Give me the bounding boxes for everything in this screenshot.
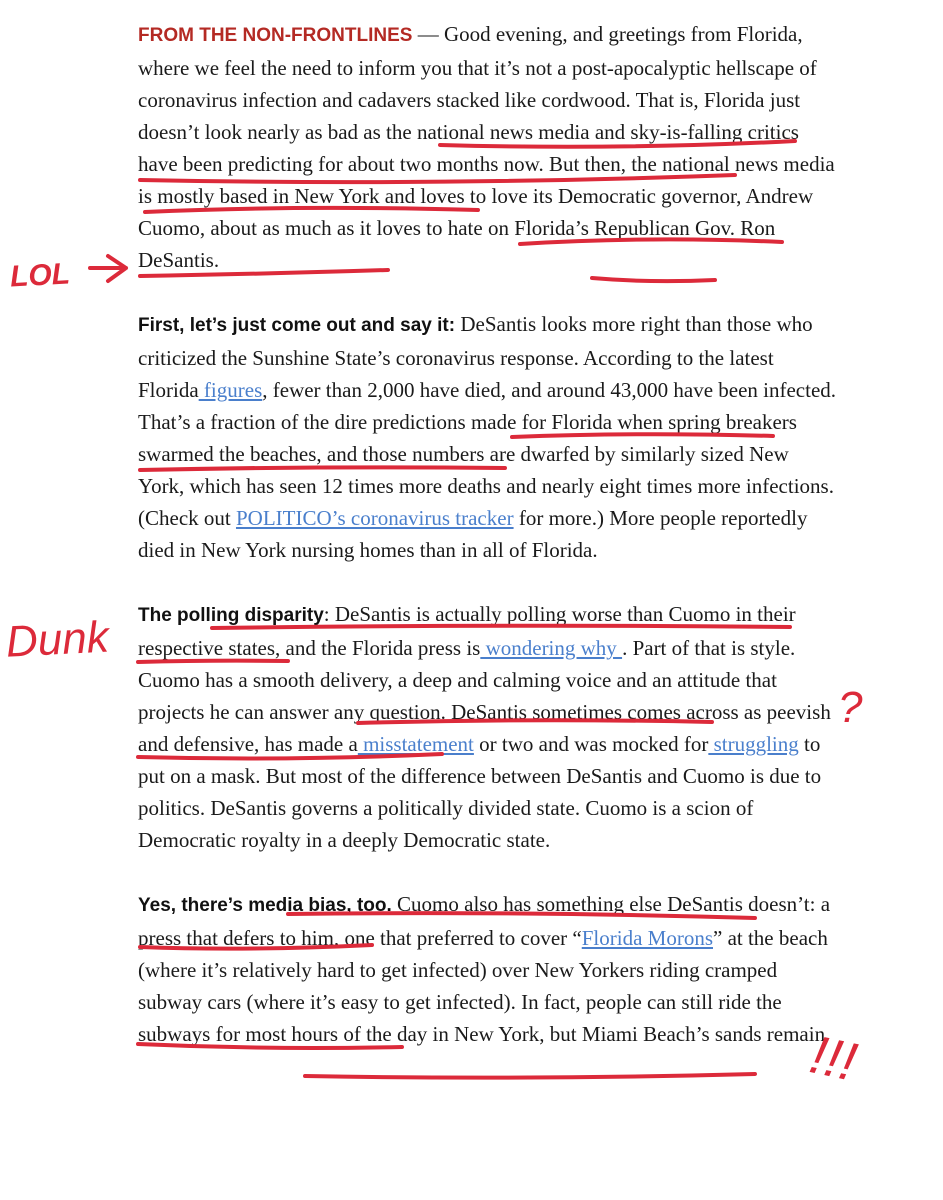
- paragraph-text: for more.) More people reportedly died in New York nursing homes than in all of Florida.: [138, 506, 808, 562]
- arrow-icon: [90, 256, 126, 281]
- annotation-question: ?: [838, 683, 863, 732]
- section-heading-first: First, let’s just come out and say it:: [138, 315, 456, 336]
- paragraph-media-bias: [138, 888, 838, 1050]
- paragraph-non-frontlines: [138, 18, 838, 276]
- link-wondering-why[interactable]: wondering why: [480, 636, 623, 660]
- paragraph-first: [138, 308, 838, 566]
- paragraph-text: DeSantis looks more right than those who criticized the Sunshine State’s coronavirus response. According to the latest Florida: [138, 312, 813, 402]
- paragraph-text: Good evening, and greetings from Florida, where we feel the need to inform you that it’s not a post-apocalyptic hellscape of coronavirus infection and cadavers stacked like cordwood. That is, Florida just doesn’t look nearly as bad as the national news media and sky-is-falling critics have been predicting for about two months now. But then, the national news media is mostly based in New York and loves to love its Democratic governor, Andrew Cuomo, about as much as it loves to hate on Florida’s Republican Gov. Ron DeSantis.: [138, 22, 835, 272]
- section-heading-media-bias: Yes, there’s media bias, too.: [138, 895, 392, 916]
- annotation-lol: LOL: [9, 257, 71, 294]
- link-struggling[interactable]: struggling: [708, 732, 799, 756]
- paragraph-text: Cuomo also has something else DeSantis doesn’t: a press that defers to him, one that preferred to cover “: [138, 892, 831, 950]
- paragraph-text: . Part of that is style. Cuomo has a smooth delivery, a deep and calming voice and an attitude that projects he can answer any question. DeSantis sometimes comes across as peevish and defensive, has made a: [138, 636, 831, 756]
- link-figures[interactable]: figures: [198, 378, 263, 402]
- paragraph-text: or two and was mocked for: [473, 732, 709, 756]
- paragraph-text: ” at the beach (where it’s relatively hard to get infected) over New Yorkers riding cramped subway cars (where it’s easy to get infected). In fact, people can still ride the subways for most hours of the day in New York, but Miami Beach’s sands remain: [138, 926, 828, 1046]
- link-misstatement[interactable]: misstatement: [357, 732, 474, 756]
- paragraph-text: : DeSantis is actually polling worse than Cuomo in their respective states, and the Florida press is: [138, 602, 796, 660]
- paragraph-text: to put on a mask. But most of the difference between DeSantis and Cuomo is due to politics. DeSantis governs a politically divided state. Cuomo is a scion of Democratic royalty in a deeply Democratic state.: [138, 732, 822, 852]
- section-heading-polling: The polling disparity: [138, 605, 324, 626]
- annotation-dunk: Dunk: [4, 612, 110, 667]
- link-florida-morons[interactable]: Florida Morons: [581, 926, 713, 950]
- link-politico-tracker[interactable]: POLITICO’s coronavirus tracker: [235, 506, 514, 530]
- paragraph-text: , fewer than 2,000 have died, and around 43,000 have been infected. That’s a fraction of the dire predictions made for Florida when spring breakers swarmed the beaches, and those numbers are dwarfed by similarly sized New York, which has seen 12 times more deaths and nearly eight times more infections. (Check out: [138, 378, 837, 530]
- paragraph-polling: [138, 598, 838, 856]
- article-body: [138, 18, 838, 1082]
- annotation-exclaim: !!!: [805, 1024, 862, 1093]
- em-dash: —: [412, 22, 444, 46]
- section-heading-non-frontlines: FROM THE NON-FRONTLINES: [138, 25, 413, 46]
